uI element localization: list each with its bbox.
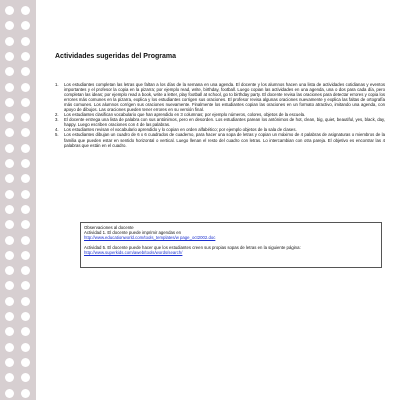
binding-hole [5, 281, 14, 290]
note-link-agendas[interactable]: http://www.educationworld.com/tools_templates/w page_oct2002.doc [84, 235, 216, 241]
binding-hole [21, 389, 30, 398]
binding-hole [5, 220, 14, 229]
binding-hole [5, 83, 14, 92]
binding-hole [21, 67, 30, 76]
binding-hole [5, 67, 14, 76]
binding-hole [21, 21, 30, 30]
binding-hole [21, 358, 30, 367]
binding-hole [5, 98, 14, 107]
activity-item [52, 132, 385, 147]
binding-hole [5, 190, 14, 199]
binding-hole [21, 174, 30, 183]
binding-hole [5, 205, 14, 214]
activity-text: Los estudiantes revisan el vocabulario aprendido y lo copian en orden alfabético; por ejemplo objetos de la sala de clases. [64, 127, 297, 133]
activity-number: 4. [55, 127, 59, 133]
binding-hole [5, 343, 14, 352]
binding-hole [5, 174, 14, 183]
note-activity-1: Actividad 1. El docente puede imprimir agendas en [84, 230, 181, 236]
document-title: Actividades sugeridas del Programa [55, 53, 176, 60]
binding-hole [21, 251, 30, 260]
activity-item [52, 117, 385, 127]
binding-hole [5, 128, 14, 137]
binding-hole [21, 327, 30, 336]
binding-hole [21, 37, 30, 46]
binding-hole [5, 312, 14, 321]
binding-hole [5, 389, 14, 398]
teacher-notes-box [80, 222, 382, 268]
binding-hole [21, 205, 30, 214]
binding-hole [5, 297, 14, 306]
binding-hole [21, 83, 30, 92]
binding-hole [21, 98, 30, 107]
binding-hole [21, 220, 30, 229]
activity-number: 1. [55, 82, 59, 87]
binding-hole [21, 52, 30, 61]
activity-number: 3. [55, 117, 59, 123]
binding-hole [5, 52, 14, 61]
activity-text: El docente entrega una lista de palabra con sus antónimos, pero en desorden. Los estudiantes parean los antónimos de hot, clean, big, quiet, beautiful, yes, black, day, happy. Luego escriben oraciones con 4 de las palabras. [64, 117, 385, 128]
activity-number: 2. [55, 112, 59, 118]
binding-hole [21, 236, 30, 245]
binding-hole [21, 113, 30, 122]
activity-number: 5. [55, 132, 59, 138]
binding-hole [5, 327, 14, 336]
binding-hole [5, 144, 14, 153]
binding-hole [21, 190, 30, 199]
binding-hole [21, 281, 30, 290]
notes-heading: Observaciones al docente [84, 225, 134, 230]
page-binding-strip [0, 0, 36, 400]
binding-hole [21, 266, 30, 275]
document-page [52, 0, 385, 400]
binding-hole [21, 373, 30, 382]
binding-hole [21, 343, 30, 352]
binding-hole [21, 6, 30, 15]
binding-hole [21, 144, 30, 153]
activity-item [52, 82, 385, 112]
note-link-word-search[interactable]: http://www.superkids.com/aweb/tools/words/search/ [84, 250, 183, 256]
binding-hole [5, 358, 14, 367]
binding-hole [5, 37, 14, 46]
binding-hole [5, 373, 14, 382]
binding-hole [5, 6, 14, 15]
binding-hole [21, 297, 30, 306]
activities-list [52, 82, 385, 148]
binding-hole [5, 159, 14, 168]
activity-text: Los estudiantes completan las letras que faltan a los días de la semana en una agenda. El docente y los alumnos hacen una lista de actividades cotidianas y eventos importantes y el profesor la copia en la pizarra; por ejemplo read, write, birthday, football. Luego copian las actividades en una agenda, una o dos para cada día, pero completan las ideas; por ejemplo read a book, write a letter, play football at school, go to birthday party. El docente revisa las oraciones para detectar errores y copia los errores más comunes en la pizarra, explica y los estudiantes corrigen sus oraciones. El profesor revisa algunas oraciones nuevamente y explica las faltas de ortografía más comunes. Los alumnos corrigen sus oraciones nuevamente. Finalmente los estudiantes copian las oraciones en un formato atractivo, imitando una agenda, con apoyo de dibujos. Las oraciones pueden tener errores en su versión final. [64, 82, 385, 113]
note-activity-5: Actividad 5. El docente puede hacer que los estudiantes creen sus propias sopas de letras en la siguiente página: http://www.superkids.com/aweb/tools/words/search/ [84, 245, 301, 256]
activity-text: Los estudiantes dibujan un cuadro de 6 x 6 cuadrados de cuaderno, para hacer una sopa de letras y copian un máximo de 4 palabras de asignaturas o miembros de la familia que pueden estar en sentido horizontal o vertical. Luego llenan el resto del cuadro con letras. Lo intercambian con otra pareja. El objetivo es encontrar las 4 palabras que están en el cuadro. [64, 132, 385, 148]
binding-hole [5, 236, 14, 245]
binding-hole [21, 128, 30, 137]
binding-hole [5, 21, 14, 30]
binding-hole [5, 266, 14, 275]
binding-hole [5, 251, 14, 260]
binding-hole [21, 312, 30, 321]
binding-hole [21, 159, 30, 168]
binding-hole [5, 113, 14, 122]
activity-text: Los estudiantes clasifican vocabulario que han aprendido en 3 columnas; por ejemplo números, colores, objetos de la escuela. [64, 112, 306, 118]
